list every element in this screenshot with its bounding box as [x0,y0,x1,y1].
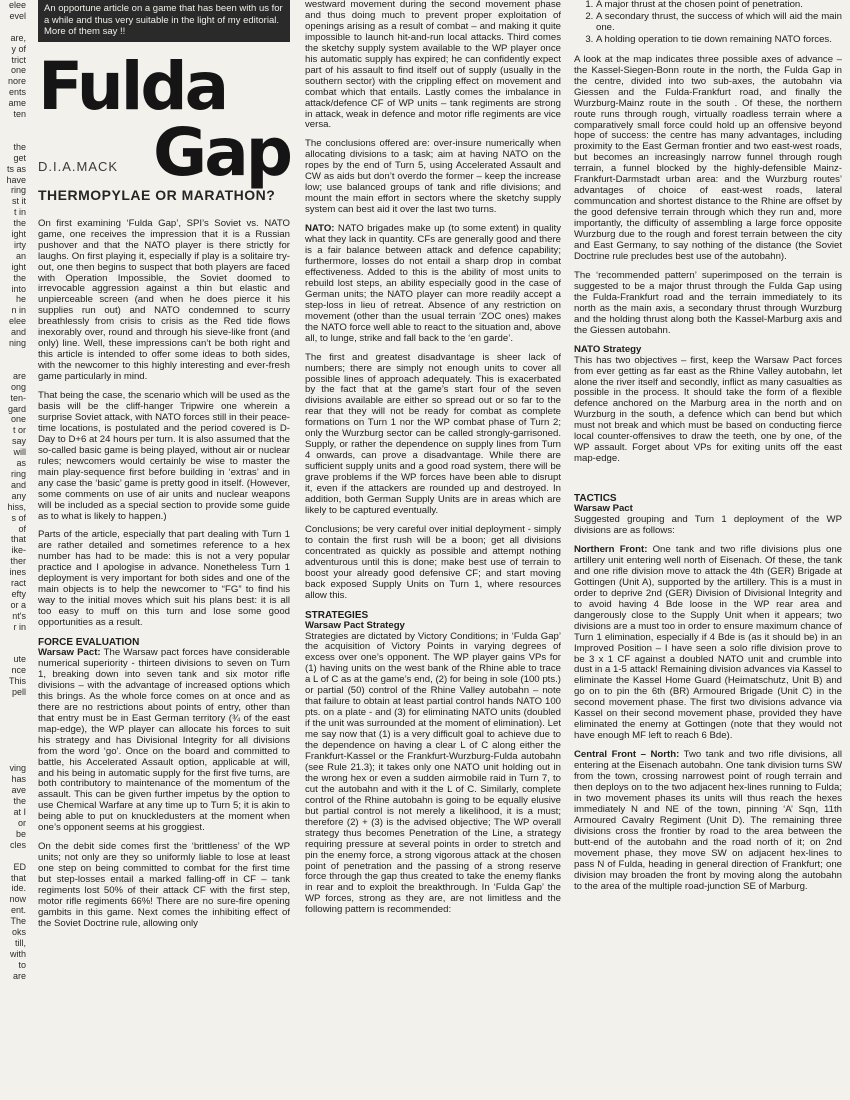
edge-text-fragment: ide. [11,883,26,894]
edge-text-fragment: ring [10,185,26,196]
edge-text-fragment: the [13,141,26,152]
paragraph-body: One tank and two rifle divisions plus one artillery unit entering well north of Eisenach. Of these, the tank and one rifle division move to attack the 4th (GER) Brigade at Gottingen (Unit A), supported by the artillery. This is a must in order to deprive 2nd (GER) Division of Divisional Integrity and to avoid having 4 Bde loose in the WP rear area and dangerously close to the Supply Unit when it appears; two divisions are a must too in order to ensure maximum chance of Turn 1 elimination, especially if 4 Bde is (as it should be) in an Improved Position – I have seen a solo rifle division prove to be 3 x 1 CF against a doubled NATO unit and crumble into dust in a 1-5 attack! Remaining division advances via Kassel to eliminate the Kassel Home Guard (Heimatschutz, Unit B) and go on to pin the 6th (BR) Armoured Brigade (Unit C) in the second movement phase. The first two divisions advance via Kassel on their second movement phase, provided they have eliminated the enemy at Gottingen (note that they would not have enough MF left to reach 6 Bde). [574,543,842,742]
edge-text-fragment [0,349,26,360]
edge-text-fragment [0,720,26,731]
edge-text-fragment: nt's [12,610,26,621]
edge-text-fragment [0,731,26,742]
edge-text-fragment: the [13,272,26,283]
edge-text-fragment [0,22,26,33]
edge-text-fragment: ike- [11,545,26,556]
lead-in-northern-front: Northern Front: [574,543,648,555]
paragraph-body: The Warsaw pact forces have considerable numerical superiority - thirteen divisions to seven on Turn 1, breaking down into seven tank and six motor rifle divisions – with the advantage of increased options which this brings. As the whole force comes on at once and as there are no restrictions about points of entry, other than that entry must be in East German territory (¾ of the east map-edge), the WP player can allocate his forces to suit his strategy and has Divisional Integrity for all divisions from the word ‘go’. Once on the board and committed to battle, his Accelerated Assault option, applicable at will, and his being in automatic supply for the first five turns, are both contributory to maintenance of the momentum of the assault. This can be given further impetus by the option to use Chemical Warfare at any time up to Turn 5; it is akin to being able to put on knuckledusters at the moment when one’s opponent seems at his groggiest. [38,647,290,834]
edge-text-fragment: ave [11,785,26,796]
edge-text-fragment [0,360,26,371]
edge-text-fragment: an [15,250,26,261]
list-item: 1. A major thrust at the chosen point of penetration. [596,0,842,11]
edge-text-fragment: one [10,414,26,425]
edge-text-fragment: ving [9,763,26,774]
subheading-warsaw-pact-tactics: Warsaw Pact [574,503,633,515]
edge-text-fragment: or a [10,599,26,610]
edge-text-fragment: ute [13,654,26,665]
edge-text-fragment [0,753,26,764]
paragraph: A look at the map indicates three possible axes of advance – the Kassel-Siegen-Bonn route in the north, the Fulda Gap in the centre, divided into two sub-axes, the autobahn via Giessen and the Fulda-Frankfurt road, and finally the Wurzburg-Mainz route in the south . Of these, the northern route runs through rough, virtually roadless terrain where a comparatively small force could hold up an offensive beyond hope of success: the centre has many advantages, including proximity to the East German frontier and two east-west roads, but becomes an increasingly narrow funnel through rough terrain, a funnel blocked by the highly-defensible Mainz-Frankfurt-Darmstadt urban area: and the Wurzburg routes’ advantages of choice of east-west roads, lateral communcation and shortest distance to the Rhine are offset by the good defensive terrain through which they run and, more importantly, the difficulty of assembling a large force opposite Wurzburg due to the rough and forest terrain between the city and East Germany, to say nothing of the distance (the Soviet Doctrine rule precludes best use of the autobahn). [574,53,842,262]
lead-in-warsaw-pact: Warsaw Pact: [38,647,101,659]
edge-text-fragment [0,851,26,862]
edge-text-fragment [0,742,26,753]
edge-text-fragment [0,698,26,709]
edge-text-fragment: the [13,796,26,807]
paragraph: On the debit side comes first the ‘brittleness’ of the WP units; not only are they so uniformly liable to lose at least one step on being committed to combat for the first time but step-losses entail a marked falling-off in CF – tank regiments lost 50% of their attack CF with the first step, motor rifle regiments 66%! There are no sure-fire opening gambits in this game. Next comes the inhibiting effect of the Soviet Doctrine rule, allowing only [38,841,290,929]
column-2 [305,0,561,1100]
column-1 [38,0,290,1100]
edge-text-fragment: t or [12,425,26,436]
edge-text-fragment: t in [13,207,26,218]
title-line-1: Fulda [38,47,227,125]
edge-text-fragment: that [10,534,26,545]
edge-text-fragment: till, [15,937,26,948]
edge-text-fragment: oks [11,927,26,938]
edge-text-fragment [0,643,26,654]
edge-text-fragment: nce [11,665,26,676]
edge-text-fragment: into [11,283,26,294]
edge-text-fragment: have [6,174,26,185]
paragraph-body: Two tank and two rifle divisions, all entering at the Eisenach autobahn. One tank division turns SW from the town, crossing narrowest point of rough terrain and then deploys on to the two adjacent hex-lines running to Fulda; in two movement phases its units will thus reach the hexes immediately N and NE of the town, pinning ‘A’ Sqn, 11th Armoured Cavalry Regiment (Unit D). The remaining three divisions cross the frontier by road to the area between the butt-end of the autobahn and the road north of it; on 2nd movement phase, they move SW on adjacent hex-lines to pass N of Fulda, heading in general direction of Frankfurt; one division may broaden the front by moving along the autobahn to the area of the multiple road-junction SE of Marburg. [574,749,842,892]
edge-text-fragment: ines [9,567,26,578]
edge-text-fragment [0,709,26,720]
paragraph: This has two objectives – first, keep the Warsaw Pact forces from ever getting as far east as the Rhine Valley autobahn, let alone the river itself and secondly, inflict as many casualties as possible in the process. It should take the form of a flexible defence anchored on the Marburg area in the north and on Wurzburg in the south, a defence which can bend but which must not break and which must be based on conducting fierce local counter-offensives to draw the teeth, one by one, of the WP assault. Forget about VPs for exiting units off the east map-edge. [574,354,842,465]
edge-text-fragment: to [18,959,26,970]
edge-text-fragment [0,120,26,131]
paragraph: On first examining ‘Fulda Gap’, SPI’s Soviet vs. NATO game, one receives the impression that it is a Russian pushover and that the NATO player is there strictly for laughs. On first playing it, especially if play is a solitaire try-out, one then begins to suspect that both players are faced with Operation Impossible, the Soviet doomed to irrevocable aggression against a thin but elastic and unpierceable screen (and when he does pierce it his supplies run out) and NATO condemned to scurry breathlessly from crisis to crisis as the Red tide flows inexorably over, round and through his sieve-like front (and only) line. Well, these impressions can’t be both right and this article is intended to offer some ideas to both sides, with the newcomer to this highly interesting and ever-fresh game particularly in mind. [38,217,290,383]
edge-text-fragment: s of [11,512,26,523]
edge-text-fragment: that [10,872,26,883]
edge-text-fragment: ther [10,556,26,567]
edge-text-fragment: get [13,152,26,163]
edge-text-fragment: nore [7,76,26,87]
edge-text-fragment: any [11,490,26,501]
paragraph [574,545,842,742]
edge-text-fragment: ten- [10,392,26,403]
edge-text-fragment: y of [11,43,26,54]
list-item: 3. A holding operation to tie down remaining NATO forces. [596,35,842,46]
edge-text-fragment: evel [9,10,26,21]
edge-text-fragment: irty [14,239,26,250]
column-3 [574,0,842,1100]
paragraph: westward movement during the second movement phase and thus doing much to prevent proper exploitation of openings arising as a result of combat – and making it quite impossible to launch hit-and-run local attacks. Third comes the sketchy supply system available to the WP player once his automatic supply has expired; he can confidently expect part of his assault to find itself out of supply (usually in the southern sector) with the crippling effect on movement and combat which that entails. Lastly comes the imbalance in attack/defence CF of WP units – tank regiments are strong in attack, weak in defence and motor rifle regiments are vice versa. [305,0,561,131]
edge-text-fragment: st it [11,196,26,207]
edge-text-fragment: are [12,370,26,381]
section-heading-tactics: TACTICS [574,493,617,505]
edge-text-fragment: he [15,294,26,305]
edge-text-fragment: elee [8,316,26,327]
edge-text-fragment: ents [8,87,26,98]
paragraph [305,224,561,344]
edge-text-fragment: ent. [10,905,26,916]
section-heading-strategies: STRATEGIES [305,609,369,621]
edge-text-fragment: or [17,817,26,828]
edge-text-fragment: This [8,676,26,687]
edge-text-fragment: now [9,894,26,905]
edge-text-fragment: will [13,447,26,458]
title-line-2: Gap [153,113,290,191]
subheading-warsaw-pact-strategy: Warsaw Pact Strategy [305,619,405,631]
section-heading-force-evaluation: FORCE EVALUATION [38,637,140,649]
edge-text-fragment: trict [11,54,26,65]
edge-text-fragment: and [10,479,26,490]
edge-text-fragment: has [11,774,26,785]
edge-text-fragment: pell [11,687,26,698]
edge-text-fragment: one [10,65,26,76]
edge-text-fragment: are, [10,32,26,43]
edge-text-fragment: as [16,458,26,469]
paragraph: Suggested grouping and Turn 1 deployment of the WP divisions are as follows: [574,514,842,537]
edge-text-fragment: be [15,828,26,839]
edge-text-fragment: The [10,916,26,927]
edge-text-fragment: cles [9,839,26,850]
paragraph: Conclusions; be very careful over initial deployment - simply to contain the first rush will be a boon; get all divisions concentrated as quickly as possible and attempt nothing adventurous until this is done; make best use of terrain to boost your already good defensive CF; and start moving back exposed Supply Units on Turn 1, where resources allow this. [305,523,561,601]
edge-text-fragment: ame [8,98,26,109]
intro-box: An opportune article on a game that has been with us for a while and thus very suitable in the light of my editorial. More of them say !! [38,0,290,42]
edge-text-fragment [0,131,26,142]
edge-text-fragment: ning [8,338,26,349]
edge-text-fragment: n in [11,305,26,316]
paragraph: That being the case, the scenario which will be used as the basis will be the cliff-hanger Tripwire one wherein a surprise Soviet attack, with NATO forces still in their peace-time locations, is postulated and the period covered is D-Day to D+6 at 24 hours per turn. It is also assumed that the so-called basic game is being played, without air or nuclear rules; newcomers would certainly be wise to master the main play-sequence first before building in ‘extras’ and in any case the ‘basic’ game is pretty good in itself. (However, some comments on use of air units and nuclear weapons will be included as a special section to provide some guide as to what is likely to happen.) [38,390,290,522]
edge-text-fragment: ED [13,861,26,872]
edge-text-fragment: and [10,327,26,338]
author-byline: D.I.A.MACK [38,158,119,174]
paragraph: The first and greatest disadvantage is sheer lack of numbers; there are simply not enough units to cover all possible lines of approach adequately. This is exacerbated by the fact that at the game’s start four of the seven divisions available are either so spread out or so far to the rear that they will not be ready for combat as complete formations on Turn 1 nor the WP combat phase of Turn 2; only the Wurzburg sector can be called strongly-garrisoned. Supply, or rather the dependence on supply lines from Turn 4 onwards, can prove a disadvantage. While there are sufficient supply units and a good road system, there will be grave problems if the WP forces have been able to disrupt it, even if the attackers are rounded up and destroyed. In addition, both German Supply Units are in areas which are likely to be captured eventually. [305,351,561,516]
edge-text-fragment: ten [13,109,26,120]
edge-text-fragment: of [18,523,26,534]
edge-text-fragment: are [12,970,26,981]
edge-text-fragment: ring [10,468,26,479]
edge-text-fragment: say [11,436,26,447]
edge-text-fragment: gard [7,403,26,414]
edge-text-fragment: ight [11,229,26,240]
edge-text-fragment: r in [13,621,26,632]
lead-in-nato: NATO: [305,223,335,235]
paragraph: The conclusions offered are: over-insure numerically when allocating divisions to a task; aim at having NATO on the ropes by the end of Turn 5, using Accelerated Assault and CW as aids but don’t overdo the former – keep the increase low; use balanced groups of tank and rifle divisions; and mount the main effort in sectors where the sketchy supply system can best aid it over the last two turns. [305,138,561,216]
paragraph [574,750,842,892]
subheading-nato-strategy: NATO Strategy [574,343,642,355]
paragraph-body: NATO brigades make up (to some extent) in quality what they lack in quantity. CFs are generally good and there is a fair balance between attack and defence capability; furthermore, losses do not entail a sharp drop in combat effectiveness. Added to this is the ability of most units to rebuild lost steps, an ability especially good in the case of German units; the NATO player can more readily accept a step-loss in lieu of retreat. Absence of any restriction on movement (other than the usual terrain ‘ZOC ones) makes the NATO force well able to react to the situation and, above all, to lunge, strike and fall back to the ‘en garde’. [305,223,561,344]
edge-text-fragment: ight [11,261,26,272]
edge-text-fragment: at I [13,807,26,818]
paragraph: The ‘recommended pattern’ superimposed on the terrain is suggested to be a major thrust through the Fulda Gap using the Fulda-Frankfurt road and the terrain immediately to its north as the main axis, a secondary thrust through Wurzburg and the holding thrust along both the Kassel-Marburg axis and the Giessen autobahn. [574,269,842,336]
edge-text-fragment: ts as [6,163,26,174]
edge-text-fragment: the [13,218,26,229]
edge-text-fragment: ong [10,381,26,392]
numbered-list [574,0,842,46]
paragraph [38,648,290,834]
edge-text-fragment: ract [10,578,26,589]
edge-text-fragment: efty [11,588,26,599]
paragraph: Strategies are dictated by Victory Conditions; in ‘Fulda Gap’ the acquisition of Victory Points in varying degrees of excess over one’s opponent. The WP player gains VPs for (1) having units on the west bank of the Rhine able to trace a L of C as at the game’s end, (2) for being in sole (100 pts.) or partial (50) control of the Rhine Valley autobahn – note that failure to obtain at least partial control hands NATO 100 pts. on a plate - and (3) for eliminating NATO units (doubled if the unit was surrounded at the moment of elimination). Let me say now that (1) is a very difficult goal to achieve due to the dependence on having a clear L of C along either the Frankfurt-Kassel or the Frankfurt-Wurzburg-Fulda autobahn (see Rule 21.3); it takes only one NATO unit holding out in the wrong hex or even a sudden airmobile raid in Turn 7, to cut the autobahn and with it the L of C. Similarly, complete control of the Rhine autobahn is going to be equally elusive but partial control is not merely a likelihood, it is a must; therefore (2) + (3) is the advised objective; The WP overall strategy thus becomes Penetration of the Line, a strategy requiring pressure at several points in order to stretch and pin the enemy force, a strong vigorous attack at the chosen point of penetration and the passing of a strong reserve force through the gap thus created to take the enemy flanks in rear and to exploit the breakthrough. In ‘Fulda Gap’ the WP forces, strong as they are, are not limitless and the following pattern is recommended: [305,630,561,916]
lead-in-central-front-north: Central Front – North: [574,749,680,761]
list-item: 2. A secondary thrust, the success of which will aid the main one. [596,12,842,34]
edge-text-fragment: with [9,948,26,959]
edge-text-fragment [0,633,26,644]
article-subtitle: THERMOPYLAE OR MARATHON? [38,186,276,203]
paragraph: Parts of the article, especially that part dealing with Turn 1 are rather detailed and sometimes reference to a hex number has had to be made: this is not a very popular practice and I apologise in advance. Nonetheless Turn 1 deployment is very important for both sides and one of the main objects is to help the newcomer to “FG” to find his way to the initial moves which suit his plans best: it is all too easy to muff on this turn and lose some good opportunities as a result. [38,529,290,629]
left-page-edge-text [0,0,26,1100]
edge-text-fragment: hiss, [7,501,26,512]
edge-text-fragment: elee [8,0,26,10]
